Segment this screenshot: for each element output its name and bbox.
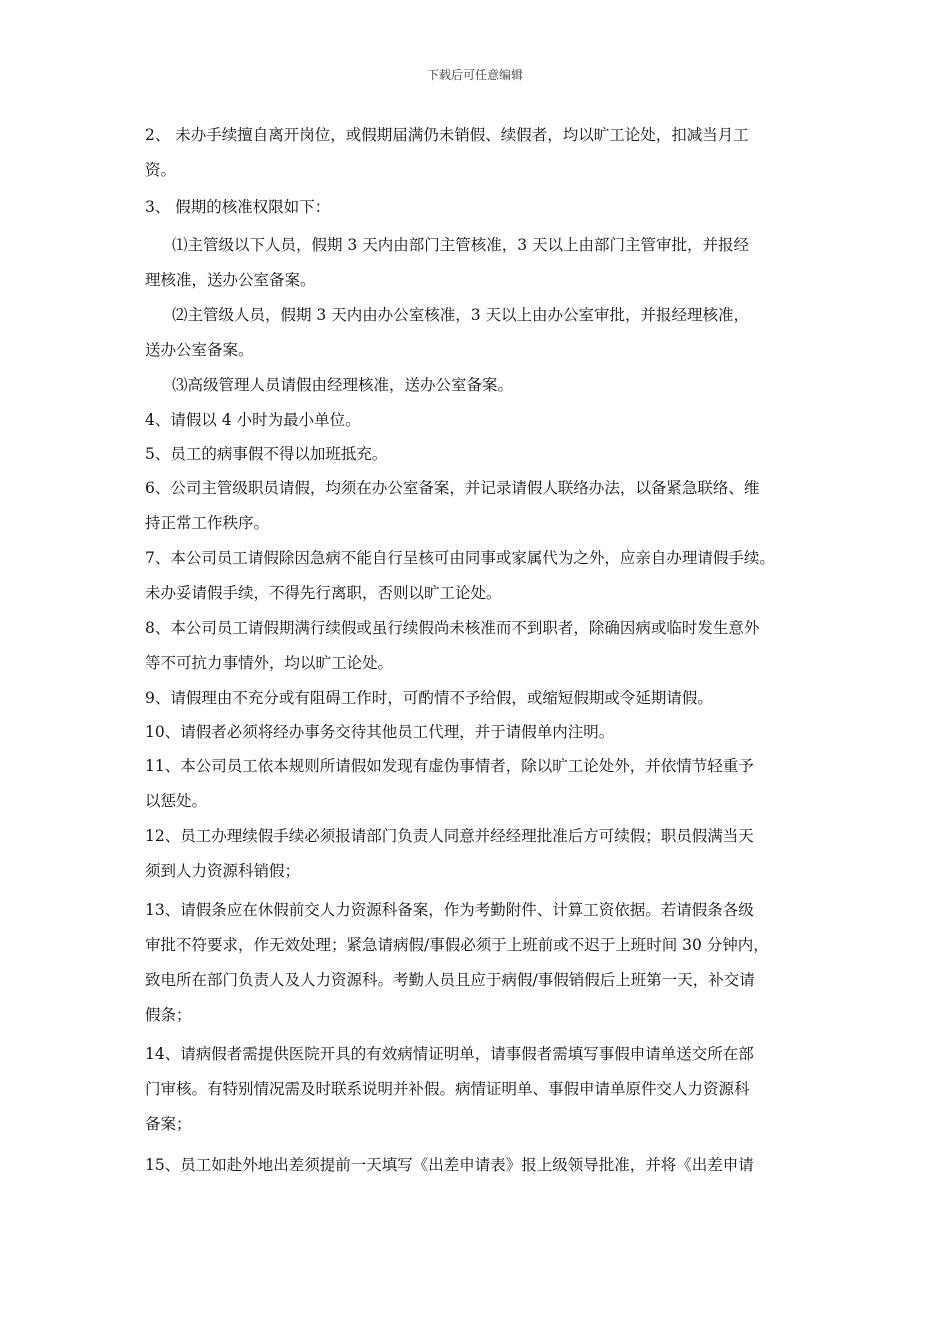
text-line: 6、公司主管级职员请假，均须在办公室备案，并记录请假人联络办法，以备紧急联络、维 — [145, 479, 760, 497]
text-line: 13、请假条应在休假前交人力资源科备案，作为考勤附件、计算工资依据。若请假条各级 — [145, 901, 754, 919]
text-line: 7、本公司员工请假除因急病不能自行呈核可由同事或家属代为之外，应亲自办理请假手续。 — [145, 549, 775, 567]
paragraph-3-3 — [172, 368, 812, 403]
paragraph-7 — [145, 541, 815, 611]
text-line: ⑴主管级以下人员，假期 3 天内由部门主管核准，3 天以上由部门主管审批，并报经 — [172, 236, 750, 254]
text-line: 备案； — [145, 1115, 192, 1133]
text-line: 资。 — [145, 161, 177, 179]
paragraph-6 — [145, 471, 815, 541]
text-line: 3、 假期的核准权限如下： — [145, 198, 331, 216]
text-line: 致电所在部门负责人及人力资源科。考勤人员且应于病假/事假销假后上班第一天，补交请 — [145, 971, 755, 989]
paragraph-15 — [145, 1148, 815, 1183]
page-header: 下载后可任意编辑 — [426, 68, 523, 82]
paragraph-10 — [145, 715, 815, 750]
text-line: 8、本公司员工请假期满行续假或虽行续假尚未核准而不到职者，除确因病或临时发生意外 — [145, 619, 760, 637]
text-line: 理核准，送办公室备案。 — [145, 271, 316, 289]
paragraph-8 — [145, 611, 815, 681]
paragraph-3-2 — [145, 298, 812, 368]
text-line: 5、员工的病事假不得以加班抵充。 — [145, 445, 388, 463]
text-line: 等不可抗力事情外，均以旷工论处。 — [145, 654, 394, 672]
paragraph-13 — [145, 893, 815, 1033]
paragraph-14 — [145, 1037, 815, 1142]
text-line: 持正常工作秩序。 — [145, 514, 270, 532]
text-line: ⑶高级管理人员请假由经理核准，送办公室备案。 — [172, 376, 514, 394]
text-line: 假条； — [145, 1006, 192, 1024]
paragraph-5 — [145, 437, 815, 472]
text-line: 以惩处。 — [145, 792, 208, 810]
text-line: 审批不符要求，作无效处理；紧急请病假/事假必须于上班前或不迟于上班时间 30 分钟内， — [145, 936, 769, 954]
paragraph-2 — [145, 118, 815, 188]
paragraph-11 — [145, 749, 815, 819]
text-line: 14、请病假者需提供医院开具的有效病情证明单，请事假者需填写事假申请单送交所在部 — [145, 1045, 754, 1063]
text-line: 送办公室备案。 — [145, 341, 254, 359]
text-line: 须到人力资源科销假； — [145, 862, 301, 880]
paragraph-3-1 — [145, 228, 812, 298]
text-line: 未办妥请假手续，不得先行离职，否则以旷工论处。 — [145, 584, 502, 602]
text-line: 10、请假者必须将经办事务交待其他员工代理，并于请假单内注明。 — [145, 723, 615, 741]
paragraph-3 — [145, 190, 815, 225]
text-line: 9、请假理由不充分或有阻碍工作时，可酌情不予给假，或缩短假期或令延期请假。 — [145, 689, 713, 707]
text-line: 15、员工如赴外地出差须提前一天填写《出差申请表》报上级领导批准，并将《出差申请 — [145, 1156, 754, 1174]
text-line: 2、 未办手续擅自离开岗位，或假期届满仍未销假、续假者，均以旷工论处，扣减当月工 — [145, 126, 749, 144]
text-line: 12、员工办理续假手续必须报请部门负责人同意并经经理批准后方可续假；职员假满当天 — [145, 827, 754, 845]
text-line: 11、本公司员工依本规则所请假如发现有虚伪事情者，除以旷工论处外，并依情节轻重予 — [145, 757, 754, 775]
paragraph-12 — [145, 819, 815, 889]
text-line: 门审核。有特别情况需及时联系说明并补假。病情证明单、事假申请单原件交人力资源科 — [145, 1080, 750, 1098]
paragraph-4 — [145, 403, 815, 438]
paragraph-9 — [145, 681, 815, 716]
text-line: 4、请假以 4 小时为最小单位。 — [145, 411, 361, 429]
text-line: ⑵主管级人员，假期 3 天内由办公室核准，3 天以上由办公室审批，并报经理核准， — [172, 306, 750, 324]
